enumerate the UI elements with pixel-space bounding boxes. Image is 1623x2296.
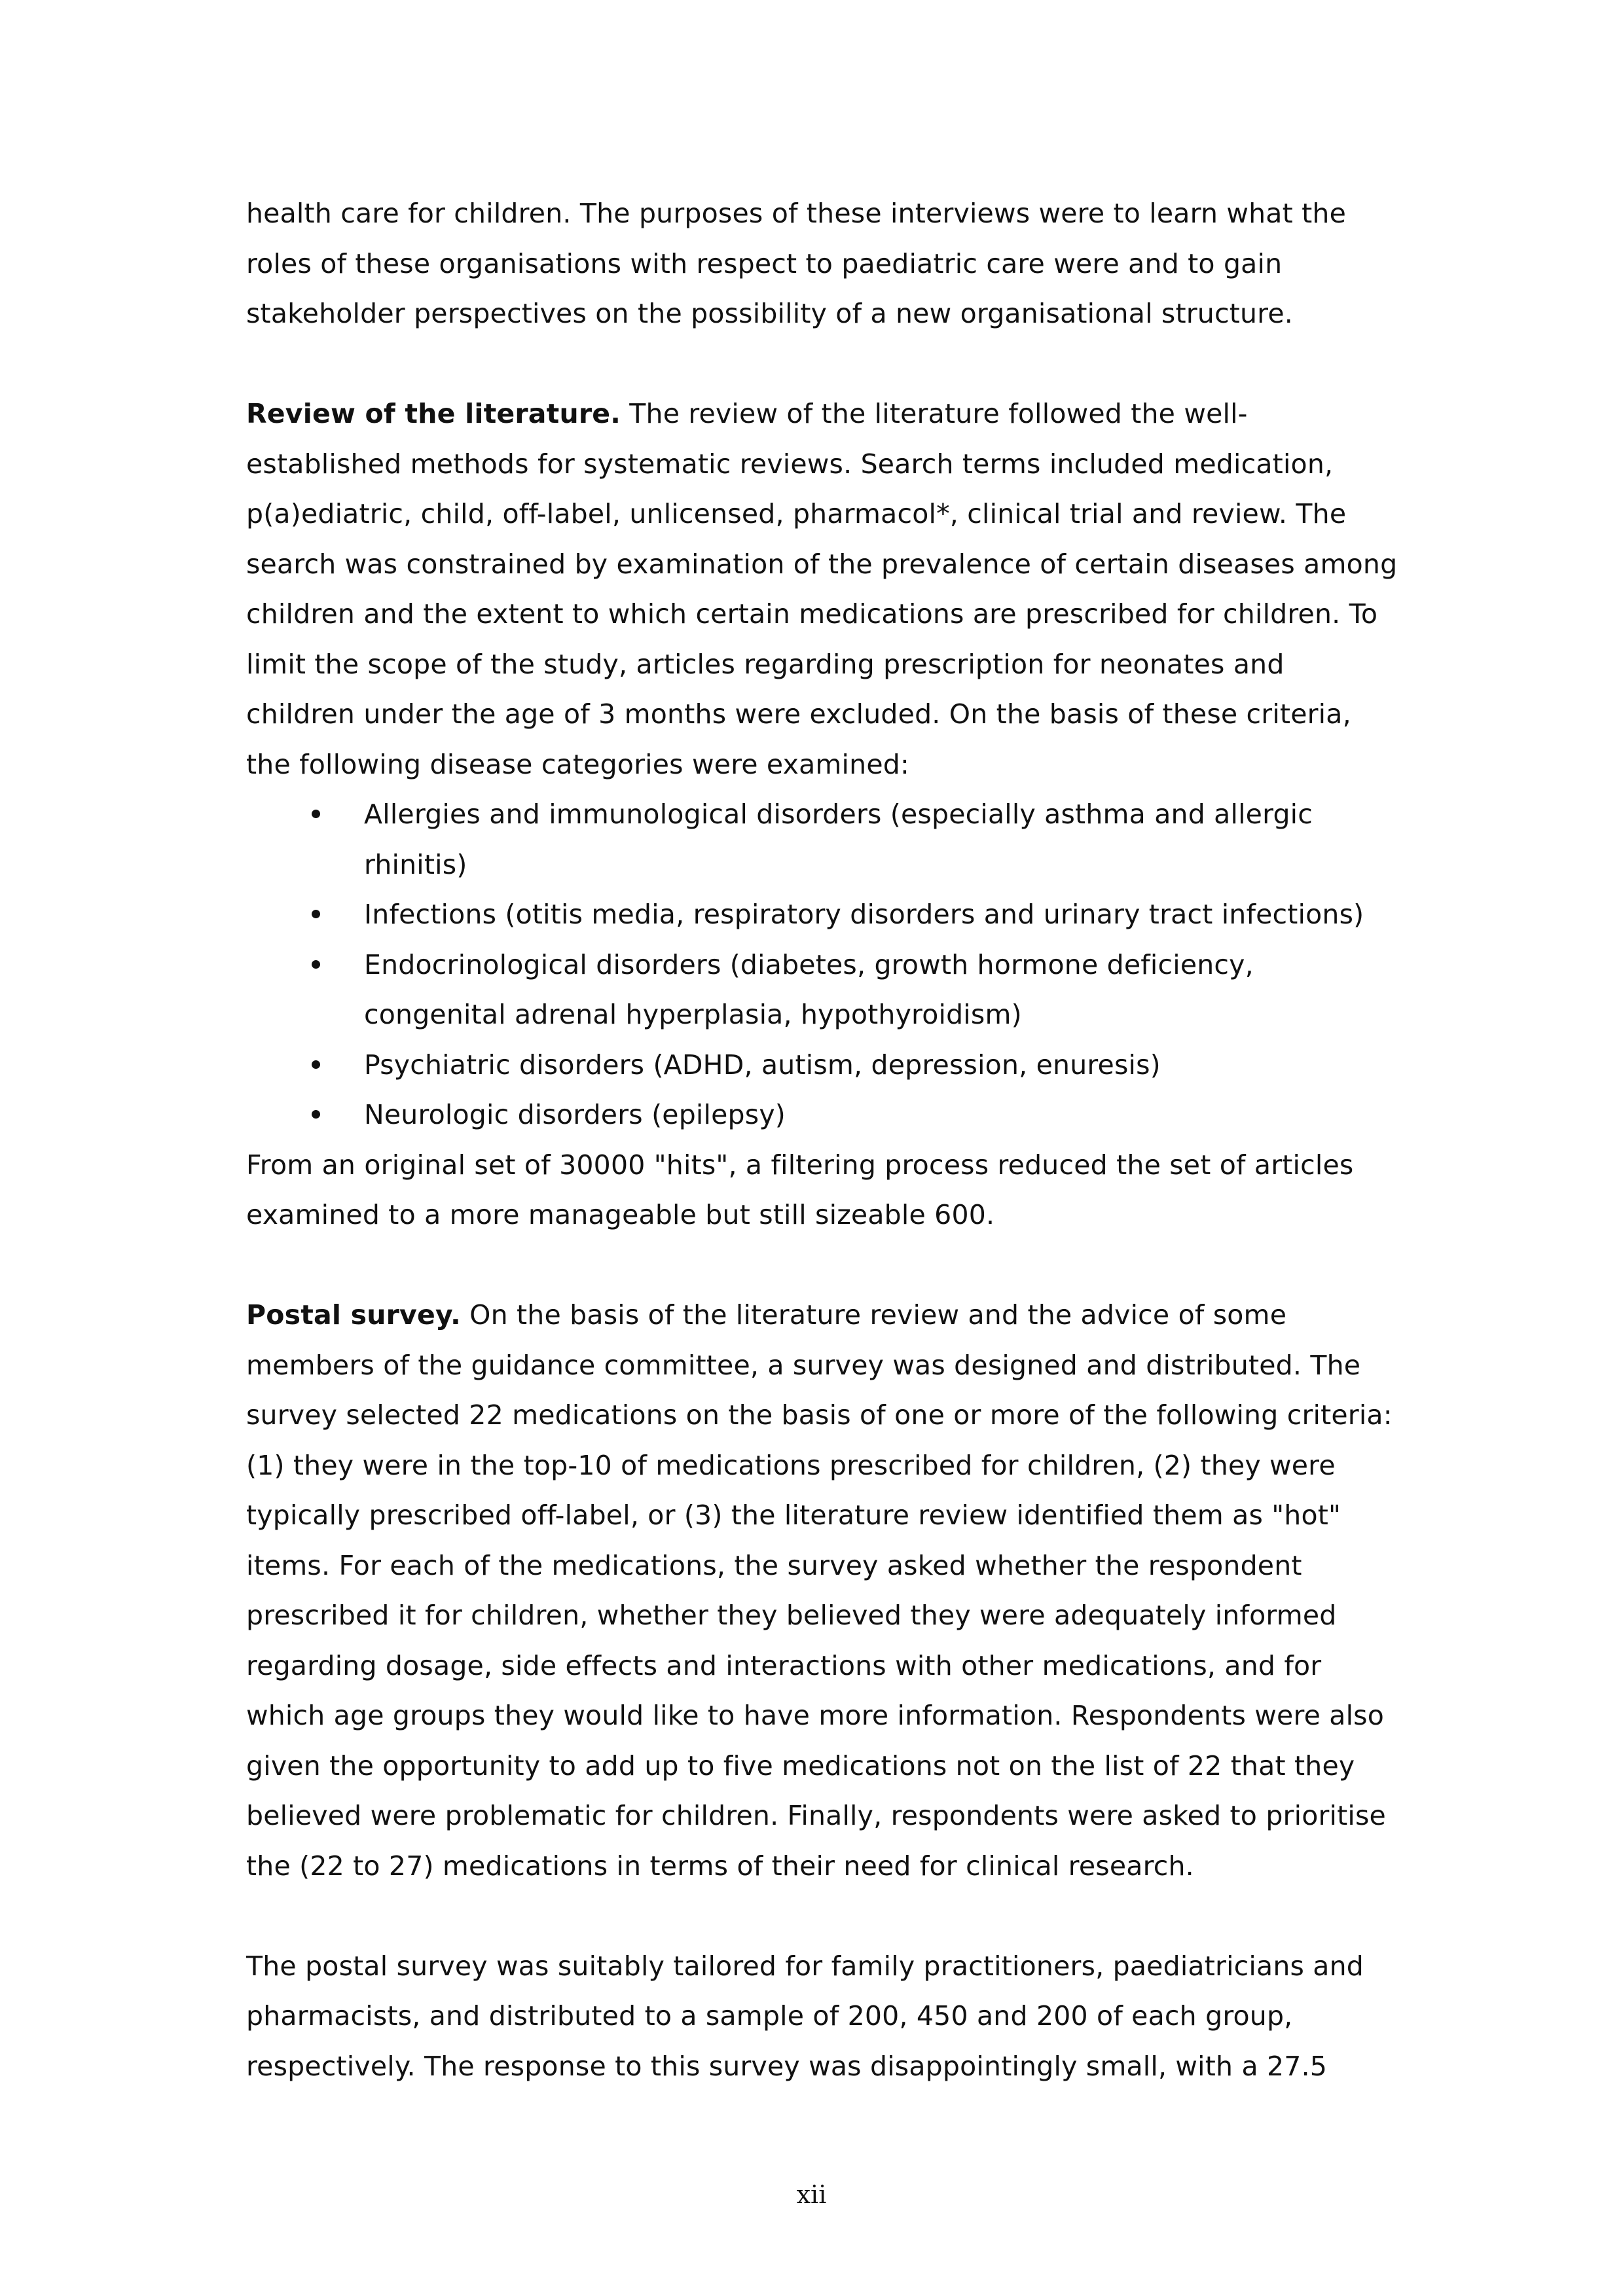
list-item-text: Psychiatric disorders (ADHD, autism, depression, enuresis) <box>364 1049 1161 1081</box>
literature-review-paragraph <box>246 389 1398 789</box>
literature-review-text: The review of the literature followed the well-established methods for systematic reviews. Search terms included medication, p(a)ediatric, child, off-label, unlicensed, pharmacol*, clinical trial and review. The search was constrained by examination of the prevalence of certain diseases among children and the extent to which certain medications are prescribed for children. To limit the scope of the study, articles regarding prescription for neonates and children under the age of 3 months were excluded. On the basis of these criteria, the following disease categories were examined: <box>246 398 1398 780</box>
bullet-icon <box>312 960 320 969</box>
paragraph-spacer <box>246 339 1398 389</box>
paragraph-spacer <box>246 1891 1398 1941</box>
list-item-text: Neurologic disorders (epilepsy) <box>364 1099 786 1130</box>
bullet-icon <box>312 1110 320 1119</box>
list-item-text: Allergies and immunological disorders (especially asthma and allergic rhinitis) <box>364 798 1313 880</box>
final-paragraph: The postal survey was suitably tailored for family practitioners, paediatricians and pharmacists, and distributed to a sample of 200, 450 and 200 of each group, respectively. The response to this survey was disappointingly small, with a 27.5 <box>246 1950 1364 2082</box>
list-item <box>246 889 1398 940</box>
list-item-text: Infections (otitis media, respiratory disorders and urinary tract infections) <box>364 899 1364 930</box>
postal-survey-heading: Postal survey. <box>246 1299 461 1331</box>
literature-review-heading: Review of the literature. <box>246 398 621 429</box>
list-item <box>246 1040 1398 1090</box>
bullet-icon <box>312 810 320 818</box>
list-item <box>246 940 1398 1040</box>
list-item <box>246 1090 1398 1140</box>
intro-paragraph: health care for children. The purposes of these interviews were to learn what the roles of these organisations with respect to paediatric care were and to gain stakeholder perspectives on the possibility of a new organisational structure. <box>246 198 1347 329</box>
bullet-icon <box>312 910 320 918</box>
postal-survey-paragraph <box>246 1290 1398 1891</box>
postal-survey-text: On the basis of the literature review and the advice of some members of the guidance committee, a survey was designed and distributed. The survey selected 22 medications on the basis of one or more of the following criteria: (1) they were in the top-10 of medications prescribed for children, (2) they were typically prescribed off-label, or (3) the literature review identified them as "hot" items. For each of the medications, the survey asked whether the respondent prescribed it for children, whether they believed they were adequately informed regarding dosage, side effects and interactions with other medications, and for which age groups they would like to have more information. Respondents were also given the opportunity to add up to five medications not on the list of 22 that they believed were problematic for children. Finally, respondents were asked to prioritise the (22 to 27) medications in terms of their need for clinical research. <box>246 1299 1393 1882</box>
literature-review-closing: From an original set of 30000 "hits", a filtering process reduced the set of articles examined to a more manageable but still sizeable 600. <box>246 1149 1354 1230</box>
list-item <box>246 789 1398 889</box>
bullet-icon <box>312 1060 320 1069</box>
paragraph-spacer <box>246 1240 1398 1291</box>
page-number: xii <box>796 2180 827 2209</box>
body-text <box>246 188 1398 2091</box>
list-item-text: Endocrinological disorders (diabetes, growth hormone deficiency, congenital adrenal hyperplasia, hypothyroidism) <box>364 948 1254 1030</box>
disease-category-list <box>246 789 1398 1140</box>
